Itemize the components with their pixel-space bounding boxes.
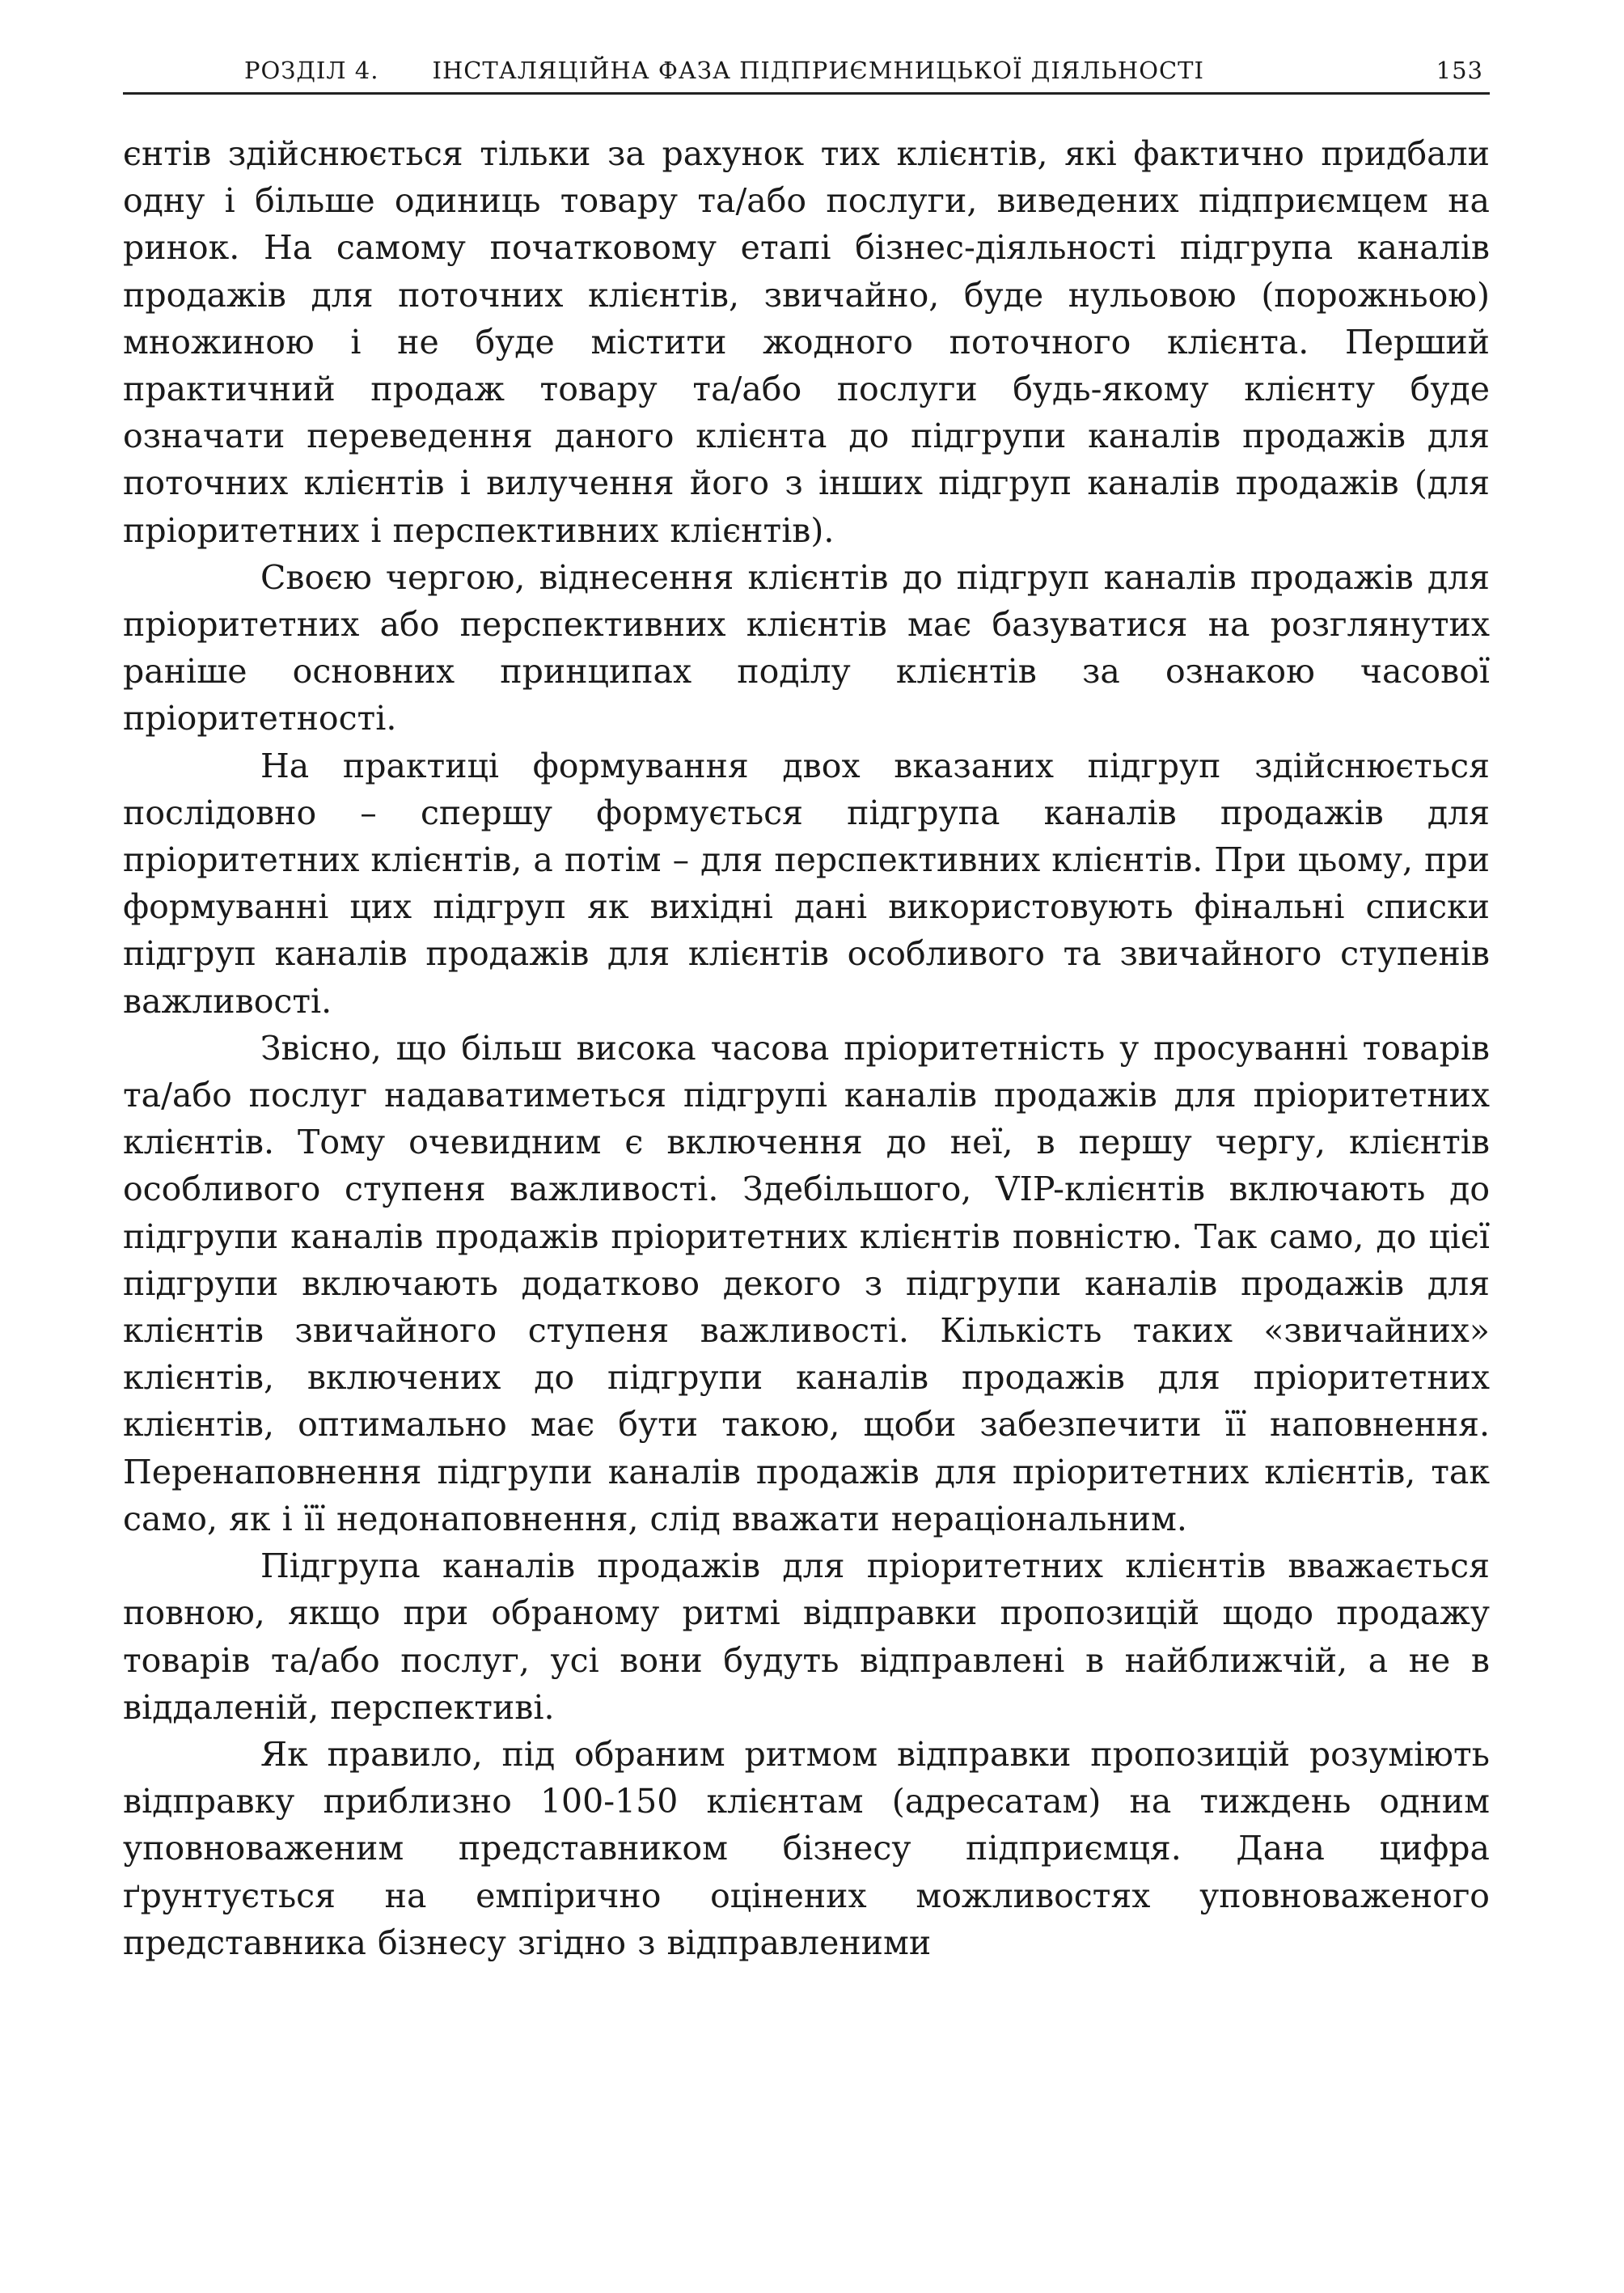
paragraph: Звісно, що більш висока часова пріоритетність у просуванні товарів та/або послуг надаватиметься підгрупі каналів продажів для пріоритетних клієнтів. Тому очевидним є включення до неї, в першу чергу, клієнтів особливого ступеня важливості. Здебільшого, VIP-клієнтів включають до підгрупи каналів продажів пріоритетних клієнтів повністю. Так само, до цієї підгрупи включають додатково декого з підгрупи каналів продажів для клієнтів звичайного ступеня важливості. Кількість таких «звичайних» клієнтів, включених до підгрупи каналів продажів для пріоритетних клієнтів, оптимально має бути такою, щоби забезпечити її наповнення. Перенаповнення підгрупи каналів продажів для пріоритетних клієнтів, так само, як і її недонаповнення, слід вважати нераціональним. <box>123 1028 1490 1538</box>
page-number: 153 <box>1436 57 1483 84</box>
chapter-title: ІНСТАЛЯЦІЙНА ФАЗА ПІДПРИЄМНИЦЬКОЇ ДІЯЛЬНОСТІ <box>432 57 1204 84</box>
paragraph: Своєю чергою, віднесення клієнтів до підгруп каналів продажів для пріоритетних або перспективних клієнтів має базуватися на розглянутих раніше основних принципах поділу клієнтів за ознакою часової пріоритетності. <box>123 557 1490 738</box>
running-header <box>123 57 1490 95</box>
book-page <box>123 57 1490 2240</box>
chapter-label: РОЗДІЛ 4. <box>244 57 379 84</box>
paragraph: Підгрупа каналів продажів для пріоритетних клієнтів вважається повною, якщо при обраному ритмі відправки пропозицій щодо продажу товарів та/або послуг, усі вони будуть відправлені в найближчій, а не в віддаленій, перспективі. <box>123 1546 1490 1727</box>
paragraph: На практиці формування двох вказаних підгруп здійснюється послідовно – спершу формується підгрупа каналів продажів для пріоритетних клієнтів, а потім – для перспективних клієнтів. При цьому, при формуванні цих підгруп як вихідні дані використовують фінальні списки підгруп каналів продажів для клієнтів особливого та звичайного ступенів важливості. <box>123 746 1490 1021</box>
body-text <box>123 130 1490 1966</box>
paragraph: Як правило, під обраним ритмом відправки пропозицій розуміють відправку приблизно 100-150 клієнтам (адресатам) на тиждень одним уповноваженим представником бізнесу підприємця. Дана цифра ґрунтується на емпірично оцінених можливостях уповноваженого представника бізнесу згідно з відправленими <box>123 1734 1490 1962</box>
paragraph: єнтів здійснюється тільки за рахунок тих клієнтів, які фактично придбали одну і більше одиниць товару та/або послуги, виведених підприємцем на ринок. На самому початковому етапі бізнес-діяльності підгрупа каналів продажів для поточних клієнтів, звичайно, буде нульовою (порожньою) множиною і не буде містити жодного поточного клієнта. Перший практичний продаж товару та/або послуги будь-якому клієнту буде означати переведення даного клієнта до підгрупи каналів продажів для поточних клієнтів і вилучення його з інших підгруп каналів продажів (для пріоритетних і перспективних клієнтів). <box>123 134 1490 550</box>
